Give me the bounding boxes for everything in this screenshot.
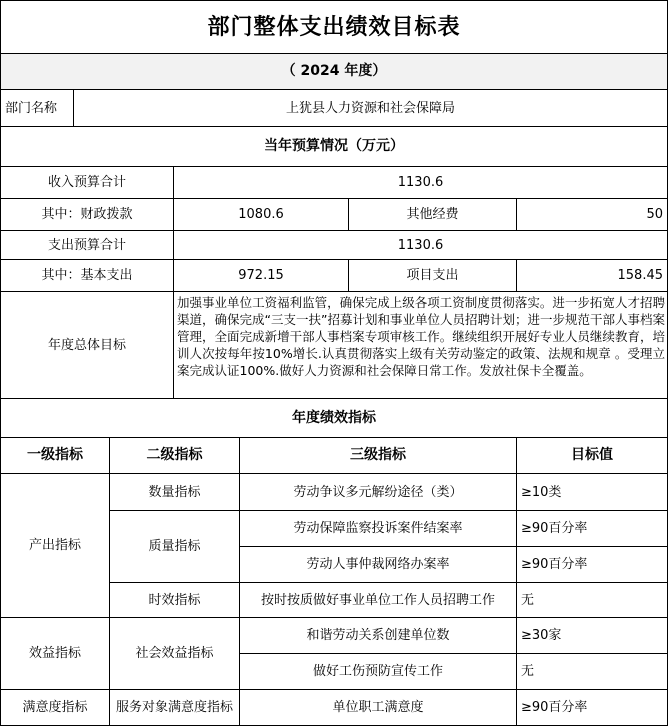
level3-item: 做好工伤预防宣传工作 [312, 664, 443, 679]
col-header-target: 目标值 [571, 447, 613, 463]
target-value: ≥10类 [521, 484, 562, 500]
col-header-level1: 一级指标 [27, 447, 83, 463]
fiscal-allocation-label: 其中：财政拨款 [41, 207, 133, 222]
level2-quality: 质量指标 [148, 539, 201, 554]
level3-item: 单位职工满意度 [332, 700, 424, 715]
level1-satisfaction: 满意度指标 [22, 700, 88, 715]
level2-timeliness: 时效指标 [148, 592, 201, 608]
target-value: ≥90百分率 [521, 700, 588, 715]
page-title: 部门整体支出绩效目标表 [207, 14, 461, 40]
level2-service-satisfaction: 服务对象满意度指标 [115, 700, 233, 715]
dept-name-label: 部门名称 [5, 100, 58, 116]
project-expense-value: 158.45 [617, 268, 663, 283]
target-value: ≥90百分率 [521, 557, 588, 572]
level3-item: 劳动保障监察投诉案件结案率 [293, 521, 463, 536]
income-total-value: 1130.6 [397, 175, 444, 190]
col-header-level3: 三级指标 [350, 447, 406, 463]
level1-output: 产出指标 [28, 538, 81, 553]
annual-goal-label: 年度总体目标 [47, 337, 126, 353]
target-value: ≥30家 [521, 628, 562, 643]
level1-benefit: 效益指标 [28, 646, 81, 661]
performance-header: 年度绩效指标 [292, 409, 376, 426]
project-expense-label: 项目支出 [406, 268, 459, 283]
level2-quantity: 数量指标 [148, 484, 201, 500]
col-header-level2: 二级指标 [146, 447, 203, 463]
level3-item: 和谐劳动关系创建单位数 [306, 628, 450, 643]
other-funds-value: 50 [646, 207, 663, 222]
basic-expense-value: 972.15 [238, 268, 284, 283]
expense-total-value: 1130.6 [397, 237, 444, 253]
basic-expense-label: 其中：基本支出 [41, 268, 133, 283]
other-funds-label: 其他经费 [406, 207, 459, 222]
target-value: ≥90百分率 [521, 521, 588, 536]
income-total-label: 收入预算合计 [47, 175, 126, 190]
expense-total-label: 支出预算合计 [47, 237, 126, 253]
target-value: 无 [521, 664, 535, 679]
fiscal-allocation-value: 1080.6 [238, 207, 284, 222]
level3-item: 劳动人事仲裁网络办案率 [306, 557, 450, 572]
dept-name-value: 上犹县人力资源和社会保障局 [285, 100, 455, 116]
year-label: （ 2024 年度） [1, 54, 667, 89]
annual-goal-text: 加强事业单位工资福利监管，确保完成上级各项工资制度贯彻落实。进一步拓宽人才招聘渠道，确保完成“三支一扶”招募计划和事业单位人员招聘计划；进一步规范干部人事档案管理，全面完成新增干部人事档案专项审核工作。继续组织开展好专业人员继续教育，培训人次按每年按10%增长.认真贯彻落实上级有关劳动鉴定的政策、法规和规章 。受理立案完成认证100%.做好人力资源和社会保障日常工作。发放社保卡全覆盖。 [177, 295, 665, 378]
level3-item: 劳动争议多元解纷途径（类） [293, 484, 463, 500]
level2-social-benefit: 社会效益指标 [135, 646, 214, 661]
budget-header: 当年预算情况（万元） [264, 138, 404, 154]
level3-item: 按时按质做好事业单位工作人员招聘工作 [260, 592, 495, 608]
target-value: 无 [521, 592, 535, 608]
